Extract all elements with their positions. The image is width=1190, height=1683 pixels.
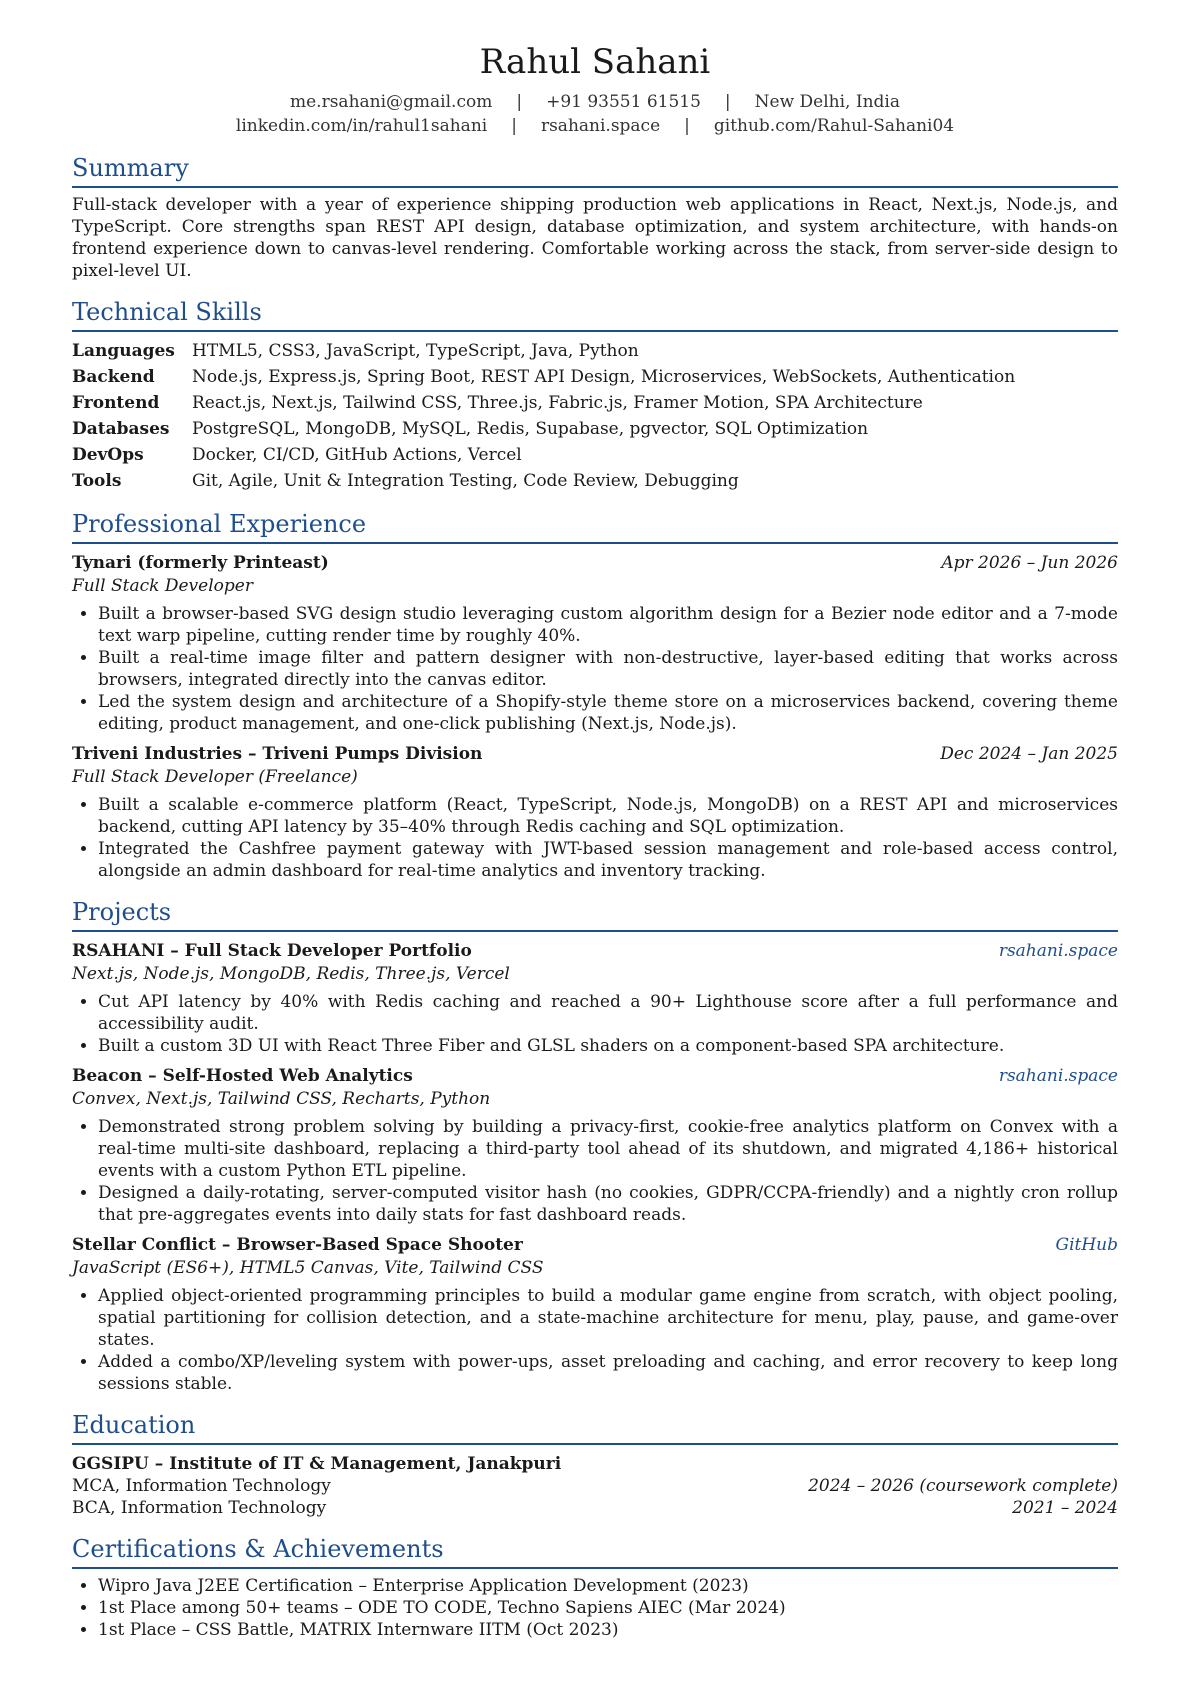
skills-list (72, 338, 1118, 494)
bullet-item: • Applied object-oriented programming principles to build a modular game engine from scratch, with object pooling, spatial partitioning for collision detection, and a state-machine architecture for menu, play, pause, and game-over states. (98, 1285, 1118, 1351)
project-link[interactable]: GitHub (1055, 1235, 1118, 1255)
project-entry (72, 940, 1118, 1057)
summary-text: Full-stack developer with a year of experience shipping production web applications in React, Next.js, Node.js, and TypeScript. Core strengths span REST API design, database optimization, and system architecture, with hands-on frontend experience down to canvas-level rendering. Comfortable working across the stack, from server-side design to pixel-level UI. (72, 195, 1118, 281)
job-role: Full Stack Developer (72, 576, 253, 596)
experience-entry (72, 552, 1118, 735)
entry-header (72, 552, 1118, 574)
bullet-list (72, 1116, 1118, 1226)
skill-row (72, 442, 1118, 468)
location: New Delhi, India (754, 92, 900, 112)
project-entry (72, 1234, 1118, 1395)
candidate-name: Rahul Sahani (479, 42, 711, 82)
project-link[interactable]: rsahani.space (998, 941, 1118, 961)
date-range: Apr 2026 – Jun 2026 (941, 553, 1118, 573)
degree-row (72, 1497, 1118, 1519)
skill-values: Git, Agile, Unit & Integration Testing, Code Review, Debugging (192, 471, 739, 491)
bullet-item: • Built a scalable e-commerce platform (React, TypeScript, Node.js, MongoDB) on a REST API and microservices backend, cutting API latency by 35–40% through Redis caching and SQL optimization. (98, 794, 1118, 838)
degree-name: BCA, Information Technology (72, 1498, 327, 1518)
separator: | (724, 92, 731, 112)
bullet-item: • Cut API latency by 40% with Redis caching and reached a 90+ Lighthouse score after a full performance and accessibility audit. (98, 991, 1118, 1035)
school-name: GGSIPU – Institute of IT & Management, Janakpuri (72, 1454, 562, 1474)
bullet-item: • Demonstrated strong problem solving by building a privacy-first, cookie-free analytics platform on Convex with a real-time multi-site dashboard, replacing a third-party tool ahead of its shutdown, and migrated 4,186+ historical events with a custom Python ETL pipeline. (98, 1116, 1118, 1182)
skill-row (72, 390, 1118, 416)
skill-values: HTML5, CSS3, JavaScript, TypeScript, Java, Python (192, 341, 639, 361)
email-link[interactable]: me.rsahani@gmail.com (290, 92, 493, 112)
skill-row (72, 468, 1118, 494)
website-link[interactable]: rsahani.space (540, 116, 661, 136)
skill-values: React.js, Next.js, Tailwind CSS, Three.js, Fabric.js, Framer Motion, SPA Architecture (192, 393, 923, 413)
skill-category: Databases (72, 419, 170, 439)
bullet-list (72, 991, 1118, 1057)
certification-item: • 1st Place – CSS Battle, MATRIX Internware IITM (Oct 2023) (98, 1619, 1118, 1641)
bullet-item: • Led the system design and architecture of a Shopify-style theme store on a microservices backend, covering theme editing, product management, and one-click publishing (Next.js, Node.js). (98, 691, 1118, 735)
skill-category: Backend (72, 367, 155, 387)
skill-category: Languages (72, 341, 175, 361)
project-entry (72, 1065, 1118, 1226)
degree-row (72, 1475, 1118, 1497)
experience-entry (72, 743, 1118, 882)
date-range: Dec 2024 – Jan 2025 (940, 744, 1118, 764)
project-name: Beacon – Self-Hosted Web Analytics (72, 1066, 413, 1086)
bullet-item: • Integrated the Cashfree payment gateway with JWT-based session management and role-based access control, alongside an admin dashboard for real-time analytics and inventory tracking. (98, 838, 1118, 882)
skill-row (72, 416, 1118, 442)
skill-values: PostgreSQL, MongoDB, MySQL, Redis, Supabase, pgvector, SQL Optimization (192, 419, 869, 439)
section-title-summary: Summary (72, 154, 1118, 188)
bullet-item: • Built a custom 3D UI with React Three Fiber and GLSL shaders on a component-based SPA architecture. (98, 1035, 1118, 1057)
linkedin-link[interactable]: linkedin.com/in/rahul1sahani (235, 116, 488, 136)
tech-stack: Convex, Next.js, Tailwind CSS, Recharts, Python (72, 1089, 491, 1109)
section-title-education: Education (72, 1411, 1118, 1445)
project-name: RSAHANI – Full Stack Developer Portfolio (72, 941, 472, 961)
bullet-list (72, 1285, 1118, 1395)
bullet-item: • Designed a daily-rotating, server-computed visitor hash (no cookies, GDPR/CCPA-friendly) and a nightly cron rollup that pre-aggregates events into daily stats for fast dashboard reads. (98, 1182, 1118, 1226)
bullet-item: • Built a real-time image filter and pattern designer with non-destructive, layer-based editing that works across browsers, integrated directly into the canvas editor. (98, 647, 1118, 691)
certifications-list (72, 1575, 1118, 1641)
section-title-experience: Professional Experience (72, 510, 1118, 544)
company-name: Triveni Industries – Triveni Pumps Division (72, 744, 483, 764)
skill-row (72, 364, 1118, 390)
separator: | (684, 116, 690, 136)
skill-values: Node.js, Express.js, Spring Boot, REST API Design, Microservices, WebSockets, Authentication (192, 367, 1016, 387)
degree-dates: 2024 – 2026 (coursework complete) (808, 1476, 1118, 1496)
entry-header (72, 1065, 1118, 1087)
project-name: Stellar Conflict – Browser-Based Space Shooter (72, 1235, 523, 1255)
bullet-item: • Built a browser-based SVG design studio leveraging custom algorithm design for a Bezier node editor and a 7-mode text warp pipeline, cutting render time by roughly 40%. (98, 603, 1118, 647)
skill-values: Docker, CI/CD, GitHub Actions, Vercel (192, 445, 522, 465)
summary-section (72, 154, 1118, 282)
project-link[interactable]: rsahani.space (998, 1066, 1118, 1086)
entry-header (72, 940, 1118, 962)
education-section (72, 1411, 1118, 1519)
experience-section (72, 510, 1118, 882)
degree-dates: 2021 – 2024 (1012, 1498, 1118, 1518)
degree-name: MCA, Information Technology (72, 1476, 331, 1496)
tech-stack: Next.js, Node.js, MongoDB, Redis, Three.js, Vercel (72, 964, 510, 984)
contact-line-1 (72, 90, 1118, 114)
bullet-item: • Added a combo/XP/leveling system with power-ups, asset preloading and caching, and error recovery to keep long sessions stable. (98, 1351, 1118, 1395)
bullet-list (72, 603, 1118, 735)
education-entry (72, 1453, 1118, 1519)
projects-list (72, 940, 1118, 1395)
skill-row (72, 338, 1118, 364)
contact-line-2 (72, 114, 1118, 138)
certification-item: • Wipro Java J2EE Certification – Enterprise Application Development (2023) (98, 1575, 1118, 1597)
entry-header (72, 1234, 1118, 1256)
separator: | (516, 92, 523, 112)
education-rows (72, 1475, 1118, 1519)
entry-header (72, 743, 1118, 765)
skill-category: Tools (72, 471, 122, 491)
certifications-section (72, 1535, 1118, 1641)
skills-section (72, 298, 1118, 494)
experience-list (72, 552, 1118, 882)
section-title-skills: Technical Skills (72, 298, 1118, 332)
certification-item: • 1st Place among 50+ teams – ODE TO CODE, Techno Sapiens AIEC (Mar 2024) (98, 1597, 1118, 1619)
tech-stack: JavaScript (ES6+), HTML5 Canvas, Vite, Tailwind CSS (72, 1258, 544, 1278)
separator: | (511, 116, 517, 136)
bullet-list (72, 794, 1118, 882)
github-link[interactable]: github.com/Rahul-Sahani04 (713, 116, 955, 136)
phone: +91 93551 61515 (546, 92, 701, 112)
skill-category: Frontend (72, 393, 160, 413)
company-name: Tynari (formerly Printeast) (72, 553, 329, 573)
section-title-certifications: Certifications & Achievements (72, 1535, 1118, 1569)
skill-category: DevOps (72, 445, 144, 465)
job-role: Full Stack Developer (Freelance) (72, 767, 358, 787)
projects-section (72, 898, 1118, 1395)
section-title-projects: Projects (72, 898, 1118, 932)
